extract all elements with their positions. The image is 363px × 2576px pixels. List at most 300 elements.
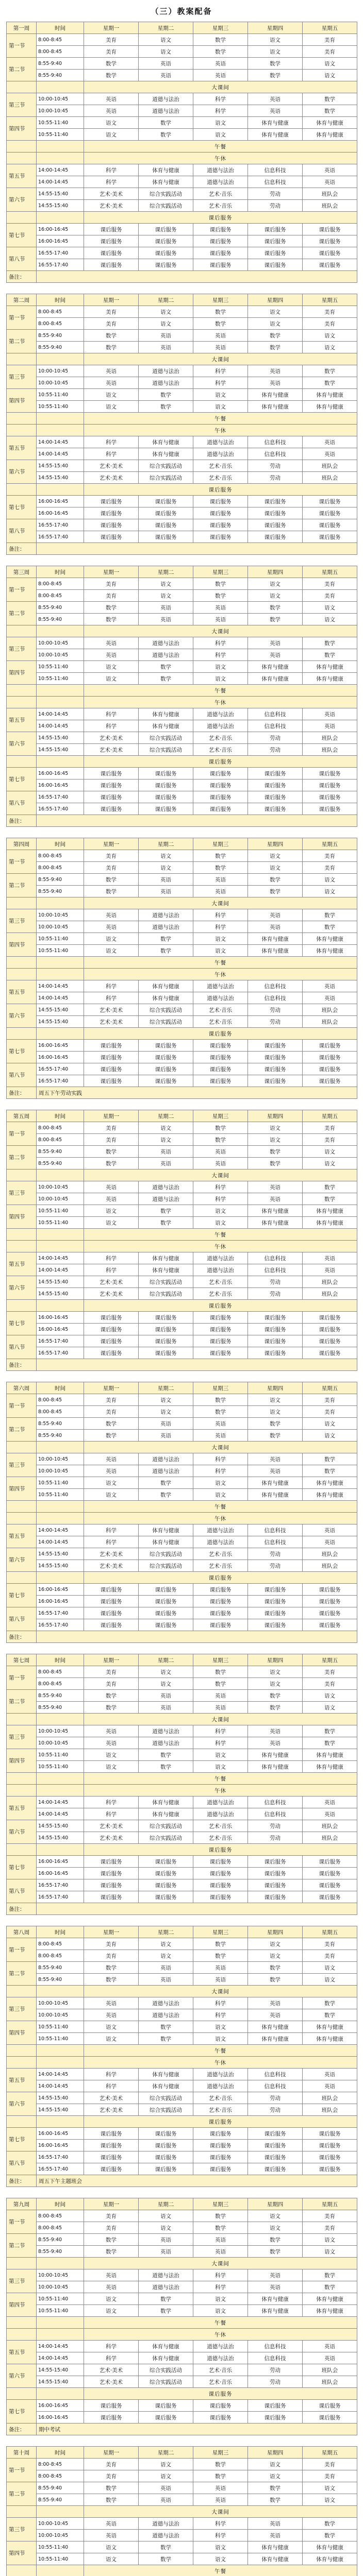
subject-cell: 体育与健康: [303, 945, 357, 957]
break-label: 午餐: [84, 413, 357, 425]
period-row: [7, 2530, 357, 2541]
subject-cell: 课后服务: [193, 1040, 248, 1052]
period-time: 14:55-15:40: [37, 460, 84, 472]
period-label: 第五节: [7, 1797, 37, 1820]
break-label: 大课间: [84, 2258, 357, 2269]
subject-cell: 英语: [139, 2234, 193, 2246]
subject-cell: 科学: [193, 921, 248, 933]
period-row: [7, 1052, 357, 1063]
period-time: 16:55-17:40: [37, 1075, 84, 1087]
subject-cell: 语文: [139, 590, 193, 602]
note-label: 备注：: [7, 815, 37, 827]
period-time: 8:55-9:40: [37, 1690, 84, 1702]
period-row: [7, 1596, 357, 1607]
subject-cell: 语文: [303, 1146, 357, 1158]
break-spacer: [7, 697, 37, 708]
subject-cell: 课后服务: [303, 507, 357, 519]
subject-cell: 课后服务: [193, 779, 248, 791]
note-row: [7, 815, 357, 827]
period-time: 14:00-14:45: [37, 1808, 84, 1820]
period-time: 10:55-11:40: [37, 401, 84, 413]
period-row: [7, 1761, 357, 1773]
subject-cell: 体育与健康: [139, 708, 193, 720]
subject-cell: 数学: [248, 2234, 303, 2246]
subject-cell: 数学: [193, 850, 248, 862]
subject-cell: 英语: [303, 2341, 357, 2352]
period-row: [7, 2482, 357, 2494]
break-label: 大课间: [84, 897, 357, 909]
subject-cell: 道德与法治: [139, 105, 193, 117]
subject-cell: 语文: [248, 1122, 303, 1134]
break-spacer: [37, 2057, 84, 2069]
subject-cell: 英语: [248, 1465, 303, 1477]
period-time: 16:00-16:45: [37, 1868, 84, 1879]
period-label: 第二节: [7, 602, 37, 625]
subject-cell: 语文: [193, 2293, 248, 2305]
subject-cell: 英语: [193, 330, 248, 342]
period-time: 8:00-8:45: [37, 1666, 84, 1678]
subject-cell: 体育与健康: [303, 2553, 357, 2565]
period-row: [7, 1974, 357, 1986]
period-row: [7, 330, 357, 342]
period-row: [7, 496, 357, 507]
subject-cell: 数学: [248, 1962, 303, 1974]
period-time: 10:55-11:40: [37, 1749, 84, 1761]
subject-cell: 道德与法治: [139, 921, 193, 933]
break-row: [7, 1785, 357, 1797]
weekday-column-header: 星期四: [248, 1382, 303, 1394]
subject-cell: 体育与健康: [139, 980, 193, 992]
subject-cell: 体育与健康: [139, 2352, 193, 2364]
subject-cell: 课后服务: [303, 1619, 357, 1631]
subject-cell: 信息科技: [248, 980, 303, 992]
period-row: [7, 2128, 357, 2140]
time-column-header: 时间: [37, 1382, 84, 1394]
subject-cell: 语文: [193, 389, 248, 401]
weekday-column-header: 星期二: [139, 2198, 193, 2210]
period-label: 第三节: [7, 637, 37, 661]
period-label: 第二节: [7, 1962, 37, 1986]
subject-cell: 劳动: [248, 472, 303, 484]
subject-cell: 体育与健康: [248, 2293, 303, 2305]
period-time: 8:00-8:45: [37, 1394, 84, 1406]
subject-cell: 体育与健康: [248, 1489, 303, 1501]
subject-cell: 劳动: [248, 732, 303, 744]
break-spacer: [7, 2565, 37, 2576]
subject-cell: 道德与法治: [139, 2518, 193, 2530]
subject-cell: 语文: [248, 46, 303, 58]
period-row: [7, 637, 357, 649]
subject-cell: 英语: [248, 1453, 303, 1465]
subject-cell: 劳动: [248, 1004, 303, 1016]
subject-cell: 美育: [303, 34, 357, 46]
period-time: 10:55-11:40: [37, 2021, 84, 2033]
period-row: [7, 1678, 357, 1690]
break-row: [7, 1229, 357, 1241]
period-time: 14:55-15:40: [37, 188, 84, 200]
subject-cell: 数学: [248, 70, 303, 81]
subject-cell: 艺术·音乐: [193, 1820, 248, 1832]
subject-cell: 科学: [193, 1725, 248, 1737]
subject-cell: 语文: [248, 1666, 303, 1678]
period-time: 8:00-8:45: [37, 1938, 84, 1950]
break-spacer: [7, 152, 37, 164]
subject-cell: 英语: [193, 2234, 248, 2246]
subject-cell: 艺术·美术: [84, 1548, 139, 1560]
period-time: 16:00-16:45: [37, 507, 84, 519]
weekday-column-header: 星期四: [248, 2198, 303, 2210]
period-time: 14:55-15:40: [37, 1832, 84, 1844]
break-spacer: [7, 1986, 37, 1997]
subject-cell: 语文: [303, 614, 357, 625]
period-time: 10:55-11:40: [37, 661, 84, 673]
subject-cell: 课后服务: [248, 496, 303, 507]
period-row: [7, 58, 357, 70]
subject-cell: 数学: [303, 93, 357, 105]
subject-cell: 数学: [193, 34, 248, 46]
subject-cell: 道德与法治: [193, 2080, 248, 2092]
subject-cell: 艺术·音乐: [193, 732, 248, 744]
subject-cell: 语文: [139, 862, 193, 874]
period-row: [7, 2281, 357, 2293]
subject-cell: 课后服务: [193, 259, 248, 271]
period-row: [7, 1725, 357, 1737]
period-label: 第五节: [7, 164, 37, 188]
subject-cell: 英语: [193, 342, 248, 353]
period-row: [7, 365, 357, 377]
break-spacer: [37, 1714, 84, 1725]
weekday-column-header: 星期二: [139, 1110, 193, 1122]
period-row: [7, 1347, 357, 1359]
subject-cell: 科学: [84, 2352, 139, 2364]
week-header-row: [7, 22, 357, 34]
subject-cell: 英语: [193, 2482, 248, 2494]
subject-cell: 信息科技: [248, 1524, 303, 1536]
subject-cell: 数学: [303, 2518, 357, 2530]
period-label: 第六节: [7, 188, 37, 212]
subject-cell: 英语: [139, 58, 193, 70]
subject-cell: 信息科技: [248, 448, 303, 460]
subject-cell: 课后服务: [248, 2400, 303, 2412]
subject-cell: 课后服务: [303, 1324, 357, 1335]
period-row: [7, 1938, 357, 1950]
note-row: [7, 2424, 357, 2435]
subject-cell: 课后服务: [139, 496, 193, 507]
subject-cell: 语文: [139, 1950, 193, 1962]
period-time: 16:55-17:40: [37, 1607, 84, 1619]
subject-cell: 数学: [139, 1205, 193, 1217]
period-row: [7, 921, 357, 933]
subject-cell: 课后服务: [193, 2163, 248, 2175]
subject-cell: 班队会: [303, 1832, 357, 1844]
subject-cell: 英语: [193, 2246, 248, 2258]
subject-cell: 体育与健康: [248, 661, 303, 673]
period-time: 14:55-15:40: [37, 744, 84, 756]
week-table: [6, 22, 357, 283]
subject-cell: 语文: [139, 34, 193, 46]
period-time: 10:00-10:45: [37, 2530, 84, 2541]
subject-cell: 英语: [303, 1524, 357, 1536]
weekday-column-header: 星期二: [139, 566, 193, 578]
subject-cell: 科学: [193, 637, 248, 649]
subject-cell: 数学: [248, 342, 303, 353]
subject-cell: 数学: [303, 2530, 357, 2541]
period-row: [7, 1040, 357, 1052]
subject-cell: 课后服务: [84, 1052, 139, 1063]
subject-cell: 美育: [84, 306, 139, 318]
period-time: 14:00-14:45: [37, 708, 84, 720]
subject-cell: 艺术·音乐: [193, 1276, 248, 1288]
break-spacer: [37, 957, 84, 969]
subject-cell: 体育与健康: [139, 1808, 193, 1820]
period-row: [7, 649, 357, 661]
table-gap: [6, 2187, 357, 2198]
subject-cell: 课后服务: [193, 2140, 248, 2151]
subject-cell: 课后服务: [248, 1596, 303, 1607]
period-label: 第八节: [7, 519, 37, 543]
subject-cell: 道德与法治: [193, 1808, 248, 1820]
period-row: [7, 1418, 357, 1430]
weekday-column-header: 星期三: [193, 1110, 248, 1122]
subject-cell: 数学: [303, 1997, 357, 2009]
subject-cell: 英语: [84, 637, 139, 649]
subject-cell: 数学: [84, 342, 139, 353]
subject-cell: 美育: [303, 306, 357, 318]
subject-cell: 课后服务: [193, 1891, 248, 1903]
subject-cell: 美育: [303, 1134, 357, 1146]
subject-cell: 课后服务: [139, 1040, 193, 1052]
period-row: [7, 460, 357, 472]
subject-cell: 课后服务: [303, 1596, 357, 1607]
subject-cell: 体育与健康: [303, 1205, 357, 1217]
period-row: [7, 46, 357, 58]
subject-cell: 数学: [248, 1702, 303, 1714]
time-column-header: 时间: [37, 1110, 84, 1122]
weekday-column-header: 星期一: [84, 1654, 139, 1666]
subject-cell: 课后服务: [84, 224, 139, 235]
period-time: 14:00-14:45: [37, 1524, 84, 1536]
period-label: 第四节: [7, 117, 37, 141]
table-gap: [6, 1643, 357, 1654]
subject-cell: 语文: [84, 1205, 139, 1217]
break-row: [7, 756, 357, 768]
weekday-column-header: 星期三: [193, 1926, 248, 1938]
subject-cell: 课后服务: [84, 1596, 139, 1607]
period-time: 16:55-17:40: [37, 2151, 84, 2163]
period-row: [7, 105, 357, 117]
subject-cell: 艺术·美术: [84, 200, 139, 212]
break-label: 课后服务: [84, 1300, 357, 1312]
period-row: [7, 578, 357, 590]
subject-cell: 课后服务: [84, 531, 139, 543]
period-row: [7, 779, 357, 791]
subject-cell: 语文: [303, 1702, 357, 1714]
subject-cell: 科学: [193, 365, 248, 377]
subject-cell: 课后服务: [84, 2140, 139, 2151]
subject-cell: 课后服务: [84, 1607, 139, 1619]
subject-cell: 艺术·美术: [84, 2364, 139, 2376]
subject-cell: 数学: [84, 70, 139, 81]
break-spacer: [7, 685, 37, 697]
subject-cell: 英语: [139, 70, 193, 81]
period-row: [7, 1075, 357, 1087]
break-label: 课后服务: [84, 1572, 357, 1584]
period-row: [7, 1324, 357, 1335]
period-label: 第四节: [7, 933, 37, 957]
subject-cell: 体育与健康: [248, 1217, 303, 1229]
subject-cell: 数学: [303, 2009, 357, 2021]
period-label: 第七节: [7, 1584, 37, 1607]
subject-cell: 数学: [193, 2210, 248, 2222]
subject-cell: 数学: [248, 2494, 303, 2506]
subject-cell: 课后服务: [84, 2151, 139, 2163]
break-label: 午餐: [84, 2565, 357, 2576]
subject-cell: 课后服务: [84, 1063, 139, 1075]
weekday-column-header: 星期一: [84, 22, 139, 34]
subject-cell: 劳动: [248, 200, 303, 212]
subject-cell: 信息科技: [248, 2341, 303, 2352]
note-row: [7, 1087, 357, 1099]
subject-cell: 英语: [139, 1690, 193, 1702]
subject-cell: 美育: [84, 1134, 139, 1146]
break-row: [7, 2506, 357, 2518]
subject-cell: 体育与健康: [303, 2033, 357, 2045]
subject-cell: 课后服务: [248, 1075, 303, 1087]
period-row: [7, 1797, 357, 1808]
subject-cell: 语文: [84, 945, 139, 957]
period-label: 第二节: [7, 58, 37, 81]
subject-cell: 课后服务: [303, 496, 357, 507]
note-label: 备注：: [7, 1359, 37, 1371]
subject-cell: 课后服务: [139, 2400, 193, 2412]
subject-cell: 综合实践活动: [139, 1016, 193, 1028]
break-spacer: [7, 1442, 37, 1453]
subject-cell: 体育与健康: [139, 1264, 193, 1276]
subject-cell: 数学: [84, 1430, 139, 1442]
break-row: [7, 969, 357, 980]
period-row: [7, 2541, 357, 2553]
subject-cell: 美育: [303, 1122, 357, 1134]
subject-cell: 英语: [139, 2494, 193, 2506]
break-spacer: [37, 353, 84, 365]
period-label: 第七节: [7, 224, 37, 247]
subject-cell: 科学: [193, 2518, 248, 2530]
subject-cell: 语文: [139, 1122, 193, 1134]
subject-cell: 数学: [84, 874, 139, 886]
table-gap: [6, 1099, 357, 1110]
subject-cell: 科学: [193, 93, 248, 105]
subject-cell: 英语: [193, 874, 248, 886]
subject-cell: 课后服务: [193, 507, 248, 519]
subject-cell: 课后服务: [303, 1075, 357, 1087]
period-row: [7, 791, 357, 803]
subject-cell: 英语: [84, 105, 139, 117]
period-time: 16:00-16:45: [37, 2128, 84, 2140]
subject-cell: 体育与健康: [139, 2341, 193, 2352]
subject-cell: 课后服务: [248, 507, 303, 519]
subject-cell: 道德与法治: [193, 436, 248, 448]
subject-cell: 科学: [84, 1808, 139, 1820]
subject-cell: 语文: [84, 2305, 139, 2317]
note-text: [37, 543, 357, 555]
subject-cell: 体育与健康: [139, 1536, 193, 1548]
subject-cell: 艺术·美术: [84, 460, 139, 472]
period-time: 10:55-11:40: [37, 1205, 84, 1217]
break-label: 午餐: [84, 1501, 357, 1513]
subject-cell: 语文: [303, 58, 357, 70]
period-time: 8:55-9:40: [37, 1418, 84, 1430]
week-table: [6, 1654, 357, 1915]
break-row: [7, 1572, 357, 1584]
subject-cell: 课后服务: [84, 1040, 139, 1052]
period-row: [7, 1158, 357, 1170]
period-time: 14:55-15:40: [37, 472, 84, 484]
period-label: 第五节: [7, 2069, 37, 2092]
period-row: [7, 2293, 357, 2305]
break-row: [7, 1501, 357, 1513]
subject-cell: 信息科技: [248, 720, 303, 732]
period-time: 10:00-10:45: [37, 921, 84, 933]
subject-cell: 艺术·美术: [84, 1560, 139, 1572]
time-column-header: 时间: [37, 22, 84, 34]
period-row: [7, 1619, 357, 1631]
period-label: 第二节: [7, 1418, 37, 1442]
subject-cell: 体育与健康: [139, 164, 193, 176]
break-spacer: [7, 2045, 37, 2057]
subject-cell: 英语: [84, 93, 139, 105]
subject-cell: 道德与法治: [139, 1465, 193, 1477]
period-time: 16:55-17:40: [37, 1347, 84, 1359]
period-row: [7, 1264, 357, 1276]
period-time: 14:55-15:40: [37, 2364, 84, 2376]
break-spacer: [37, 756, 84, 768]
subject-cell: 艺术·美术: [84, 2104, 139, 2116]
subject-cell: 道德与法治: [139, 93, 193, 105]
subject-cell: 美育: [84, 34, 139, 46]
period-time: 16:00-16:45: [37, 1052, 84, 1063]
subject-cell: 英语: [303, 980, 357, 992]
subject-cell: 英语: [139, 1702, 193, 1714]
break-spacer: [7, 81, 37, 93]
period-time: 10:00-10:45: [37, 365, 84, 377]
period-label: 第三节: [7, 2518, 37, 2541]
subject-cell: 课后服务: [303, 1584, 357, 1596]
break-spacer: [37, 1572, 84, 1584]
subject-cell: 信息科技: [248, 2069, 303, 2080]
subject-cell: 英语: [193, 1158, 248, 1170]
subject-cell: 英语: [139, 330, 193, 342]
subject-cell: 英语: [248, 93, 303, 105]
weekday-column-header: 星期三: [193, 294, 248, 306]
period-row: [7, 1406, 357, 1418]
subject-cell: 语文: [303, 1418, 357, 1430]
break-row: [7, 212, 357, 224]
period-time: 14:00-14:45: [37, 2069, 84, 2080]
subject-cell: 课后服务: [248, 1312, 303, 1324]
break-spacer: [7, 969, 37, 980]
note-text: [37, 815, 357, 827]
period-label: 第八节: [7, 1607, 37, 1631]
subject-cell: 课后服务: [84, 1879, 139, 1891]
period-row: [7, 1868, 357, 1879]
break-label: 午休: [84, 1785, 357, 1797]
subject-cell: 语文: [248, 306, 303, 318]
period-row: [7, 34, 357, 46]
break-spacer: [7, 2258, 37, 2269]
subject-cell: 英语: [248, 2269, 303, 2281]
period-time: 16:00-16:45: [37, 496, 84, 507]
break-spacer: [37, 212, 84, 224]
